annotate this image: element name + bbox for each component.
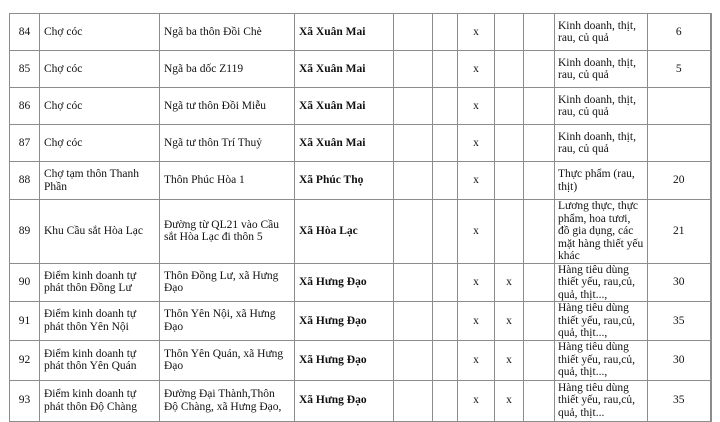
row-number: 84 [10, 14, 40, 51]
goods-type: Lương thực, thực phẩm, hoa tươi, đồ gia dụng, các mặt hàng thiết yếu khác [555, 200, 648, 264]
mark-col-5 [524, 125, 555, 162]
table-row [10, 125, 711, 162]
mark-col-2 [433, 340, 458, 380]
mark-col-2 [433, 51, 458, 88]
mark-col-3: x [458, 380, 495, 421]
market-name: Điểm kinh doanh tự phát thôn Độ Chàng [40, 380, 160, 421]
table-row [10, 51, 711, 88]
market-name: Chợ cóc [40, 51, 160, 88]
mark-col-4: x [495, 302, 524, 341]
row-number: 89 [10, 200, 40, 264]
table-row [10, 88, 711, 125]
commune: Xã Xuân Mai [295, 88, 394, 125]
trader-count: 21 [648, 200, 711, 264]
mark-col-1 [394, 88, 433, 125]
mark-col-5 [524, 302, 555, 341]
mark-col-4 [495, 51, 524, 88]
trader-count [648, 125, 711, 162]
row-number: 87 [10, 125, 40, 162]
location: Ngã tư thôn Trí Thuỷ [160, 125, 295, 162]
location: Thôn Yên Nội, xã Hưng Đạo [160, 302, 295, 341]
goods-type: Hàng tiêu dùng thiết yếu, rau,củ, quả, thịt..., [555, 302, 648, 341]
trader-count: 6 [648, 14, 711, 51]
mark-col-5 [524, 88, 555, 125]
mark-col-5 [524, 14, 555, 51]
table-row [10, 14, 711, 51]
table-row [10, 200, 711, 264]
location: Ngã ba thôn Đồi Chè [160, 14, 295, 51]
commune: Xã Hòa Lạc [295, 200, 394, 264]
goods-type: Kinh doanh, thịt, rau, củ quả [555, 14, 648, 51]
table-row [10, 302, 711, 341]
trader-count: 20 [648, 162, 711, 200]
table-row [10, 380, 711, 421]
mark-col-3: x [458, 51, 495, 88]
mark-col-1 [394, 162, 433, 200]
mark-col-5 [524, 340, 555, 380]
market-table [9, 13, 712, 422]
location: Đường Đại Thành,Thôn Độ Chàng, xã Hưng Đạo, [160, 380, 295, 421]
trader-count: 35 [648, 380, 711, 421]
goods-type: Kinh doanh, thịt, rau, củ quả [555, 88, 648, 125]
mark-col-3: x [458, 302, 495, 341]
table-body [10, 14, 711, 422]
mark-col-5 [524, 51, 555, 88]
mark-col-2 [433, 263, 458, 302]
goods-type: Thực phẩm (rau, thịt) [555, 162, 648, 200]
mark-col-4: x [495, 340, 524, 380]
mark-col-5 [524, 200, 555, 264]
market-name: Điểm kinh doanh tự phát thôn Đồng Lư [40, 263, 160, 302]
mark-col-3: x [458, 14, 495, 51]
commune: Xã Hưng Đạo [295, 263, 394, 302]
goods-type: Hàng tiêu dùng thiết yếu, rau,củ, quả, thịt..., [555, 340, 648, 380]
location: Thôn Yên Quán, xã Hưng Đạo [160, 340, 295, 380]
mark-col-1 [394, 340, 433, 380]
row-number: 92 [10, 340, 40, 380]
mark-col-3: x [458, 200, 495, 264]
mark-col-4: x [495, 263, 524, 302]
row-number: 85 [10, 51, 40, 88]
market-name: Chợ cóc [40, 14, 160, 51]
mark-col-3: x [458, 340, 495, 380]
commune: Xã Xuân Mai [295, 51, 394, 88]
mark-col-2 [433, 88, 458, 125]
mark-col-2 [433, 125, 458, 162]
location: Ngã tư thôn Đồi Miễu [160, 88, 295, 125]
market-name: Khu Cầu sắt Hòa Lạc [40, 200, 160, 264]
row-number: 90 [10, 263, 40, 302]
mark-col-3: x [458, 263, 495, 302]
mark-col-1 [394, 125, 433, 162]
mark-col-2 [433, 162, 458, 200]
mark-col-2 [433, 14, 458, 51]
market-name: Điểm kinh doanh tự phát thôn Yên Nội [40, 302, 160, 341]
mark-col-1 [394, 51, 433, 88]
mark-col-5 [524, 263, 555, 302]
mark-col-3: x [458, 88, 495, 125]
trader-count: 30 [648, 263, 711, 302]
row-number: 88 [10, 162, 40, 200]
mark-col-5 [524, 380, 555, 421]
mark-col-2 [433, 380, 458, 421]
trader-count: 5 [648, 51, 711, 88]
commune: Xã Hưng Đạo [295, 302, 394, 341]
row-number: 93 [10, 380, 40, 421]
location: Thôn Phúc Hòa 1 [160, 162, 295, 200]
mark-col-4 [495, 88, 524, 125]
goods-type: Kinh doanh, thịt, rau, củ quả [555, 125, 648, 162]
table-row [10, 162, 711, 200]
mark-col-4 [495, 200, 524, 264]
location: Thôn Đồng Lư, xã Hưng Đạo [160, 263, 295, 302]
location: Đường từ QL21 vào Cầu sắt Hòa Lạc đi thôn 5 [160, 200, 295, 264]
row-number: 91 [10, 302, 40, 341]
location: Ngã ba dốc Z119 [160, 51, 295, 88]
mark-col-5 [524, 162, 555, 200]
market-name: Chợ cóc [40, 88, 160, 125]
commune: Xã Xuân Mai [295, 125, 394, 162]
mark-col-3: x [458, 162, 495, 200]
mark-col-4 [495, 125, 524, 162]
mark-col-1 [394, 380, 433, 421]
mark-col-2 [433, 200, 458, 264]
market-name: Chợ tạm thôn Thanh Phần [40, 162, 160, 200]
mark-col-4 [495, 162, 524, 200]
table-row [10, 340, 711, 380]
mark-col-1 [394, 200, 433, 264]
mark-col-1 [394, 14, 433, 51]
mark-col-4: x [495, 380, 524, 421]
mark-col-4 [495, 14, 524, 51]
trader-count: 30 [648, 340, 711, 380]
mark-col-1 [394, 263, 433, 302]
table-row [10, 263, 711, 302]
commune: Xã Hưng Đạo [295, 380, 394, 421]
trader-count [648, 88, 711, 125]
mark-col-1 [394, 302, 433, 341]
commune: Xã Hưng Đạo [295, 340, 394, 380]
goods-type: Kinh doanh, thịt, rau, củ quả [555, 51, 648, 88]
mark-col-3: x [458, 125, 495, 162]
market-name: Chợ cóc [40, 125, 160, 162]
market-name: Điểm kinh doanh tự phát thôn Yên Quán [40, 340, 160, 380]
commune: Xã Phúc Thọ [295, 162, 394, 200]
goods-type: Hàng tiêu dùng thiết yếu, rau,củ, quả, thịt... [555, 380, 648, 421]
commune: Xã Xuân Mai [295, 14, 394, 51]
trader-count: 35 [648, 302, 711, 341]
goods-type: Hàng tiêu dùng thiết yếu, rau,củ, quả, thịt..., [555, 263, 648, 302]
row-number: 86 [10, 88, 40, 125]
mark-col-2 [433, 302, 458, 341]
